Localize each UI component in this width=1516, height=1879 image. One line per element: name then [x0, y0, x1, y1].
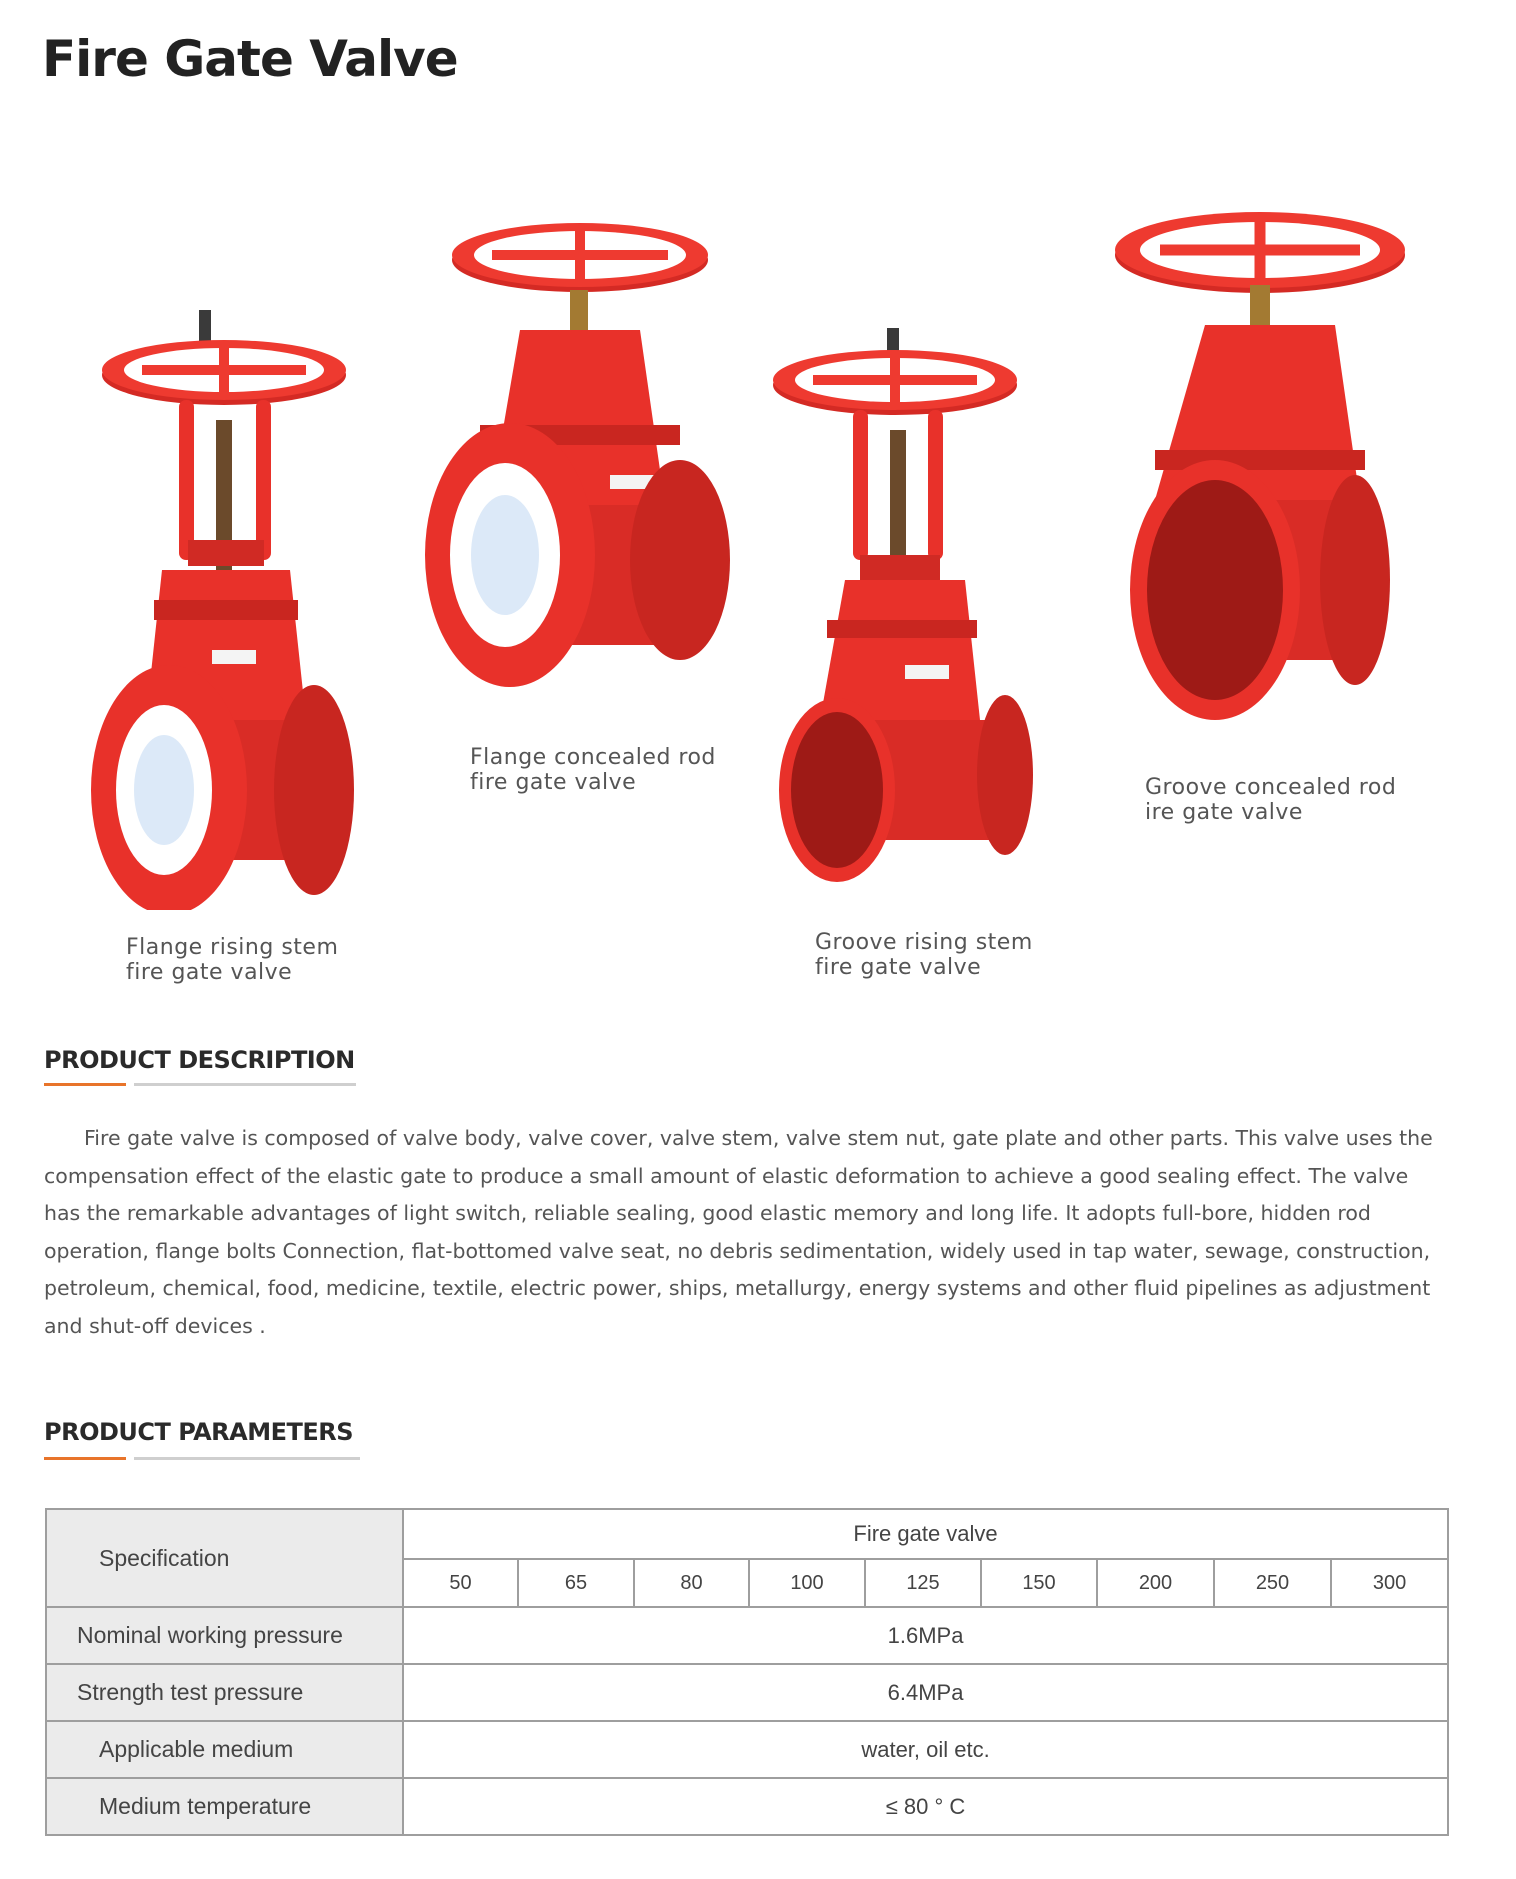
section-heading-description: PRODUCT DESCRIPTION: [44, 1046, 355, 1074]
size-cell: 65: [518, 1559, 634, 1607]
product-caption: Flange concealed rod fire gate valve: [470, 745, 716, 795]
size-cell: 100: [749, 1559, 865, 1607]
table-row: [46, 1778, 1448, 1835]
product-caption: Flange rising stem fire gate valve: [126, 935, 339, 985]
row-label: Strength test pressure: [46, 1664, 403, 1721]
product-header: Fire gate valve: [403, 1509, 1448, 1559]
heading-underline-accent: [44, 1083, 126, 1086]
table-header-row: [46, 1509, 1448, 1559]
spec-label: Specification: [46, 1509, 403, 1607]
product-groove-rising-stem: [765, 320, 1065, 990]
section-heading-parameters: PRODUCT PARAMETERS: [44, 1418, 354, 1446]
size-cell: 250: [1214, 1559, 1331, 1607]
heading-underline: [134, 1457, 360, 1460]
row-value: 6.4MPa: [403, 1664, 1448, 1721]
product-caption: Groove concealed rod ire gate valve: [1145, 775, 1397, 825]
table-row: [46, 1664, 1448, 1721]
size-cell: 300: [1331, 1559, 1448, 1607]
row-value: 1.6MPa: [403, 1607, 1448, 1664]
page-title: Fire Gate Valve: [42, 30, 458, 88]
size-cell: 50: [403, 1559, 518, 1607]
valve-image: [765, 320, 1065, 890]
row-label: Nominal working pressure: [46, 1607, 403, 1664]
table-row: [46, 1607, 1448, 1664]
product-groove-concealed-rod: [1115, 200, 1445, 840]
size-cell: 125: [865, 1559, 981, 1607]
size-cell: 80: [634, 1559, 749, 1607]
valve-image: [1115, 200, 1445, 760]
product-caption: Groove rising stem fire gate valve: [815, 930, 1033, 980]
row-value: ≤ 80 ° C: [403, 1778, 1448, 1835]
heading-underline-accent: [44, 1457, 126, 1460]
row-value: water, oil etc.: [403, 1721, 1448, 1778]
valve-image: [84, 300, 384, 910]
product-flange-rising-stem: [84, 300, 384, 985]
product-flange-concealed-rod: [420, 215, 750, 805]
valve-image: [420, 215, 750, 715]
size-cell: 150: [981, 1559, 1097, 1607]
size-cell: 200: [1097, 1559, 1214, 1607]
table-row: [46, 1721, 1448, 1778]
heading-underline: [134, 1083, 356, 1086]
row-label: Medium temperature: [46, 1778, 403, 1835]
row-label: Applicable medium: [46, 1721, 403, 1778]
parameters-table: [45, 1508, 1449, 1836]
product-description-text: Fire gate valve is composed of valve body, valve cover, valve stem, valve stem nut, gate plate and other parts. This valve uses the compensation effect of the elastic gate to produce a small amount of elastic deformation to achieve a good sealing effect. The valve has the remarkable advantages of light switch, reliable sealing, good elastic memory and long life. It adopts full-bore, hidden rod operation, flange bolts Connection, flat-bottomed valve seat, no debris sedimentation, widely used in tap water, sewage, construction, petroleum, chemical, food, medicine, textile, electric power, ships, metallurgy, energy systems and other fluid pipelines as adjustment and shut-off devices .: [44, 1126, 1433, 1338]
